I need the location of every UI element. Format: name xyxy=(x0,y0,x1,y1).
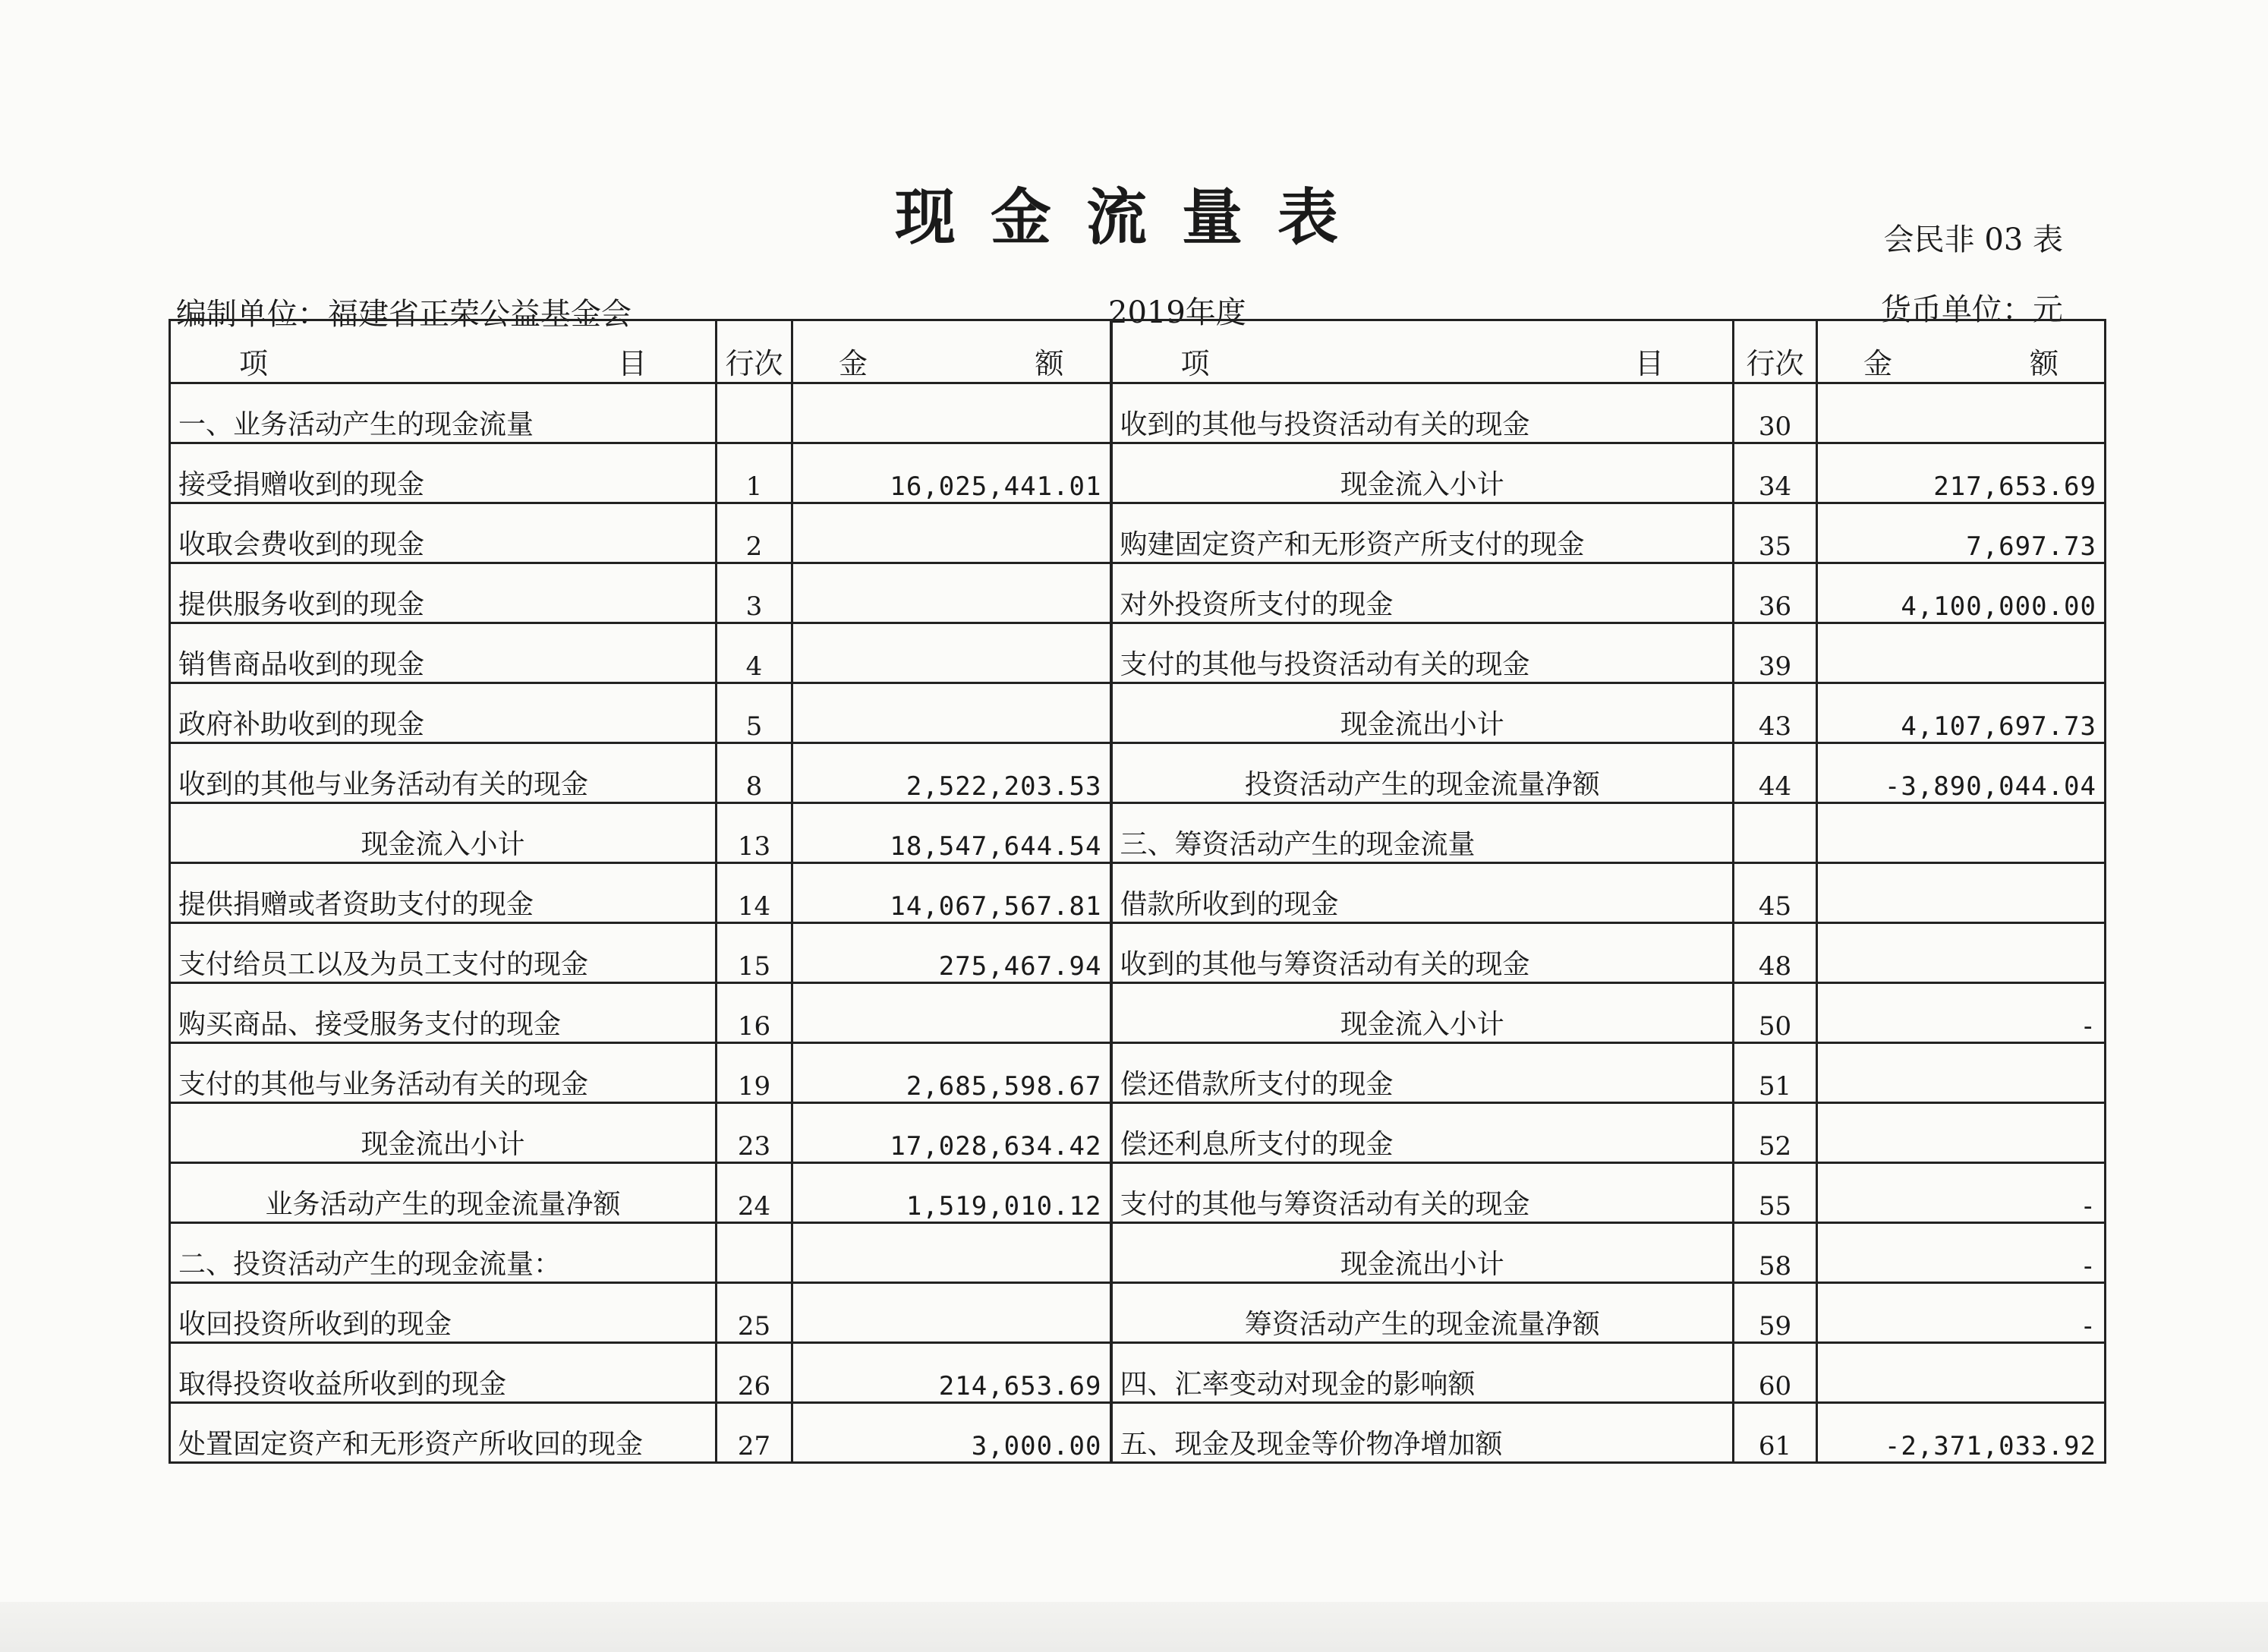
left-amount-cell xyxy=(792,503,1111,563)
right-amount-cell xyxy=(1817,803,2106,863)
left-amount-cell: 17,028,634.42 xyxy=(792,1103,1111,1163)
header-item-char1: 项 xyxy=(1180,347,1210,380)
form-code: 会民非 03 表 xyxy=(1883,222,2063,257)
left-amount-cell xyxy=(792,983,1111,1043)
left-item-cell: 一、业务活动产生的现金流量 xyxy=(170,383,717,443)
left-item-cell: 处置固定资产和无形资产所收回的现金 xyxy=(170,1403,717,1463)
table-row xyxy=(170,383,2106,443)
right-row-no-cell: 58 xyxy=(1734,1223,1817,1283)
table-row xyxy=(170,743,2106,803)
right-row-no-cell: 55 xyxy=(1734,1163,1817,1223)
right-row-no-cell: 52 xyxy=(1734,1103,1817,1163)
left-row-no-cell: 2 xyxy=(717,503,792,563)
table-row xyxy=(170,1343,2106,1403)
right-row-no-cell: 34 xyxy=(1734,443,1817,503)
left-amount-cell xyxy=(792,1283,1111,1343)
right-row-no-cell: 51 xyxy=(1734,1043,1817,1103)
right-item-cell: 支付的其他与筹资活动有关的现金 xyxy=(1111,1163,1734,1223)
right-item-cell: 五、现金及现金等价物净增加额 xyxy=(1111,1403,1734,1463)
right-item-cell: 借款所收到的现金 xyxy=(1111,863,1734,923)
left-amount-cell: 275,467.94 xyxy=(792,923,1111,983)
left-item-cell: 政府补助收到的现金 xyxy=(170,683,717,743)
right-row-no-cell: 50 xyxy=(1734,983,1817,1043)
document-title: 现金流量表 xyxy=(895,182,1373,253)
header-amount-char2: 额 xyxy=(1035,347,1064,380)
right-row-no-cell: 30 xyxy=(1734,383,1817,443)
left-amount-cell: 2,685,598.67 xyxy=(792,1043,1111,1103)
left-amount-cell: 1,519,010.12 xyxy=(792,1163,1111,1223)
left-amount-cell xyxy=(792,563,1111,623)
right-amount-cell: 4,100,000.00 xyxy=(1817,563,2106,623)
left-amount-cell xyxy=(792,383,1111,443)
currency-unit: 货币单位：元 xyxy=(1881,292,2063,327)
right-item-cell: 支付的其他与投资活动有关的现金 xyxy=(1111,623,1734,683)
left-row-no-cell: 14 xyxy=(717,863,792,923)
left-amount-cell xyxy=(792,623,1111,683)
header-amount-right xyxy=(1817,320,2106,383)
table-row xyxy=(170,1223,2106,1283)
right-amount-cell xyxy=(1817,1103,2106,1163)
left-item-cell: 业务活动产生的现金流量净额 xyxy=(170,1163,717,1223)
left-amount-cell: 18,547,644.54 xyxy=(792,803,1111,863)
left-item-cell: 提供捐赠或者资助支付的现金 xyxy=(170,863,717,923)
right-row-no-cell: 35 xyxy=(1734,503,1817,563)
left-amount-cell: 3,000.00 xyxy=(792,1403,1111,1463)
table-header-row xyxy=(170,320,2106,383)
header-amount-char1: 金 xyxy=(1863,347,1893,380)
left-row-no-cell: 15 xyxy=(717,923,792,983)
right-row-no-cell: 60 xyxy=(1734,1343,1817,1403)
left-item-cell: 支付给员工以及为员工支付的现金 xyxy=(170,923,717,983)
right-amount-cell: 4,107,697.73 xyxy=(1817,683,2106,743)
right-row-no-cell: 59 xyxy=(1734,1283,1817,1343)
left-amount-cell: 2,522,203.53 xyxy=(792,743,1111,803)
left-item-cell: 现金流出小计 xyxy=(170,1103,717,1163)
left-row-no-cell: 25 xyxy=(717,1283,792,1343)
right-item-cell: 现金流入小计 xyxy=(1111,983,1734,1043)
header-amount-char2: 额 xyxy=(2029,347,2059,380)
right-item-cell: 投资活动产生的现金流量净额 xyxy=(1111,743,1734,803)
cash-flow-table xyxy=(169,319,2106,1464)
right-item-cell: 四、汇率变动对现金的影响额 xyxy=(1111,1343,1734,1403)
right-amount-cell: 217,653.69 xyxy=(1817,443,2106,503)
right-item-cell: 偿还借款所支付的现金 xyxy=(1111,1043,1734,1103)
left-item-cell: 现金流入小计 xyxy=(170,803,717,863)
left-row-no-cell: 3 xyxy=(717,563,792,623)
left-row-no-cell xyxy=(717,1223,792,1283)
table-row xyxy=(170,923,2106,983)
right-amount-cell xyxy=(1817,623,2106,683)
right-item-cell: 偿还利息所支付的现金 xyxy=(1111,1103,1734,1163)
left-row-no-cell: 26 xyxy=(717,1343,792,1403)
right-amount-cell xyxy=(1817,1043,2106,1103)
header-item-right xyxy=(1111,320,1734,383)
table-row xyxy=(170,983,2106,1043)
left-row-no-cell: 4 xyxy=(717,623,792,683)
right-amount-cell: - xyxy=(1817,1223,2106,1283)
table-row xyxy=(170,1283,2106,1343)
right-item-cell: 三、筹资活动产生的现金流量 xyxy=(1111,803,1734,863)
right-row-no-cell xyxy=(1734,803,1817,863)
left-amount-cell xyxy=(792,683,1111,743)
right-amount-cell: 7,697.73 xyxy=(1817,503,2106,563)
table-row xyxy=(170,563,2106,623)
table-row xyxy=(170,863,2106,923)
header-amount-char1: 金 xyxy=(839,347,868,380)
left-row-no-cell xyxy=(717,383,792,443)
table-row xyxy=(170,503,2106,563)
right-row-no-cell: 39 xyxy=(1734,623,1817,683)
right-amount-cell: -2,371,033.92 xyxy=(1817,1403,2106,1463)
left-row-no-cell: 16 xyxy=(717,983,792,1043)
table-row xyxy=(170,683,2106,743)
right-item-cell: 收到的其他与筹资活动有关的现金 xyxy=(1111,923,1734,983)
table-row xyxy=(170,1043,2106,1103)
right-row-no-cell: 43 xyxy=(1734,683,1817,743)
table-row xyxy=(170,623,2106,683)
right-item-cell: 现金流出小计 xyxy=(1111,683,1734,743)
right-item-cell: 对外投资所支付的现金 xyxy=(1111,563,1734,623)
right-amount-cell: - xyxy=(1817,983,2106,1043)
header-row-no-right: 行次 xyxy=(1734,320,1817,383)
left-item-cell: 收取会费收到的现金 xyxy=(170,503,717,563)
right-row-no-cell: 45 xyxy=(1734,863,1817,923)
right-item-cell: 现金流入小计 xyxy=(1111,443,1734,503)
left-row-no-cell: 8 xyxy=(717,743,792,803)
left-row-no-cell: 13 xyxy=(717,803,792,863)
header-item-char2: 目 xyxy=(1634,347,1664,380)
left-item-cell: 二、投资活动产生的现金流量： xyxy=(170,1223,717,1283)
left-row-no-cell: 24 xyxy=(717,1163,792,1223)
table-row xyxy=(170,1403,2106,1463)
org-label: 编制单位：福建省正荣公益基金会 xyxy=(176,297,632,332)
header-row-no-left: 行次 xyxy=(717,320,792,383)
left-item-cell: 支付的其他与业务活动有关的现金 xyxy=(170,1043,717,1103)
left-amount-cell xyxy=(792,1223,1111,1283)
right-amount-cell xyxy=(1817,383,2106,443)
left-amount-cell: 14,067,567.81 xyxy=(792,863,1111,923)
left-amount-cell: 214,653.69 xyxy=(792,1343,1111,1403)
right-item-cell: 收到的其他与投资活动有关的现金 xyxy=(1111,383,1734,443)
right-row-no-cell: 36 xyxy=(1734,563,1817,623)
page-bottom-edge xyxy=(0,1602,2268,1652)
left-row-no-cell: 27 xyxy=(717,1403,792,1463)
left-item-cell: 收回投资所收到的现金 xyxy=(170,1283,717,1343)
right-amount-cell: - xyxy=(1817,1283,2106,1343)
left-row-no-cell: 5 xyxy=(717,683,792,743)
right-item-cell: 筹资活动产生的现金流量净额 xyxy=(1111,1283,1734,1343)
header-amount-left xyxy=(792,320,1111,383)
left-row-no-cell: 23 xyxy=(717,1103,792,1163)
header-item-char1: 项 xyxy=(239,347,269,380)
left-item-cell: 取得投资收益所收到的现金 xyxy=(170,1343,717,1403)
right-item-cell: 购建固定资产和无形资产所支付的现金 xyxy=(1111,503,1734,563)
right-row-no-cell: 44 xyxy=(1734,743,1817,803)
left-item-cell: 购买商品、接受服务支付的现金 xyxy=(170,983,717,1043)
left-item-cell: 收到的其他与业务活动有关的现金 xyxy=(170,743,717,803)
left-item-cell: 接受捐赠收到的现金 xyxy=(170,443,717,503)
right-amount-cell xyxy=(1817,863,2106,923)
table-row xyxy=(170,1103,2106,1163)
right-row-no-cell: 61 xyxy=(1734,1403,1817,1463)
left-item-cell: 销售商品收到的现金 xyxy=(170,623,717,683)
left-amount-cell: 16,025,441.01 xyxy=(792,443,1111,503)
header-item-left xyxy=(170,320,717,383)
right-amount-cell: - xyxy=(1817,1163,2106,1223)
table-row xyxy=(170,1163,2106,1223)
right-amount-cell xyxy=(1817,923,2106,983)
report-year: 2019年度 xyxy=(1108,295,1246,330)
table-row xyxy=(170,803,2106,863)
table-row xyxy=(170,443,2106,503)
right-amount-cell xyxy=(1817,1343,2106,1403)
right-amount-cell: -3,890,044.04 xyxy=(1817,743,2106,803)
left-row-no-cell: 19 xyxy=(717,1043,792,1103)
header-item-char2: 目 xyxy=(617,347,647,380)
left-row-no-cell: 1 xyxy=(717,443,792,503)
right-row-no-cell: 48 xyxy=(1734,923,1817,983)
right-item-cell: 现金流出小计 xyxy=(1111,1223,1734,1283)
left-item-cell: 提供服务收到的现金 xyxy=(170,563,717,623)
